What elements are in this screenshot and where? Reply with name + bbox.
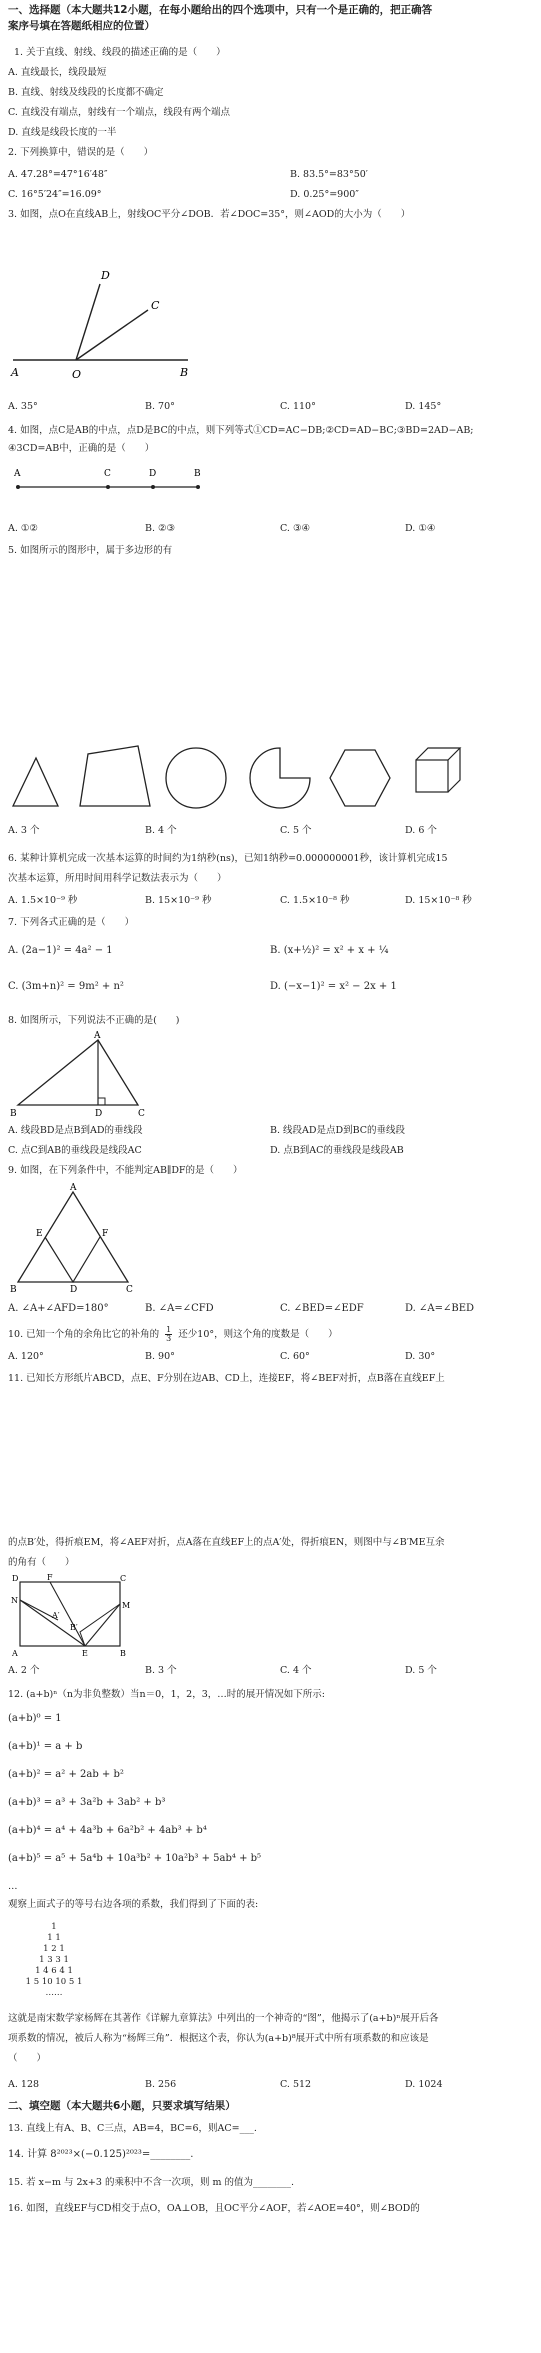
- q8-option-a: A. 线段BD是点B到AD的垂线段: [8, 1125, 143, 1136]
- q4-option-d: D. ①④: [405, 523, 436, 534]
- q5-option-c: C. 5 个: [280, 825, 312, 836]
- q4-option-c: C. ③④: [280, 523, 311, 534]
- q12-option-b: B. 256: [145, 2079, 177, 2090]
- section-2-title: 二、填空题（本大题共6小题，只要求填写结果）: [8, 2100, 236, 2112]
- q12-paragraph-line2: 项系数的情况，被后人称为“杨辉三角”．根据这个表，你认为(a+b)⁸展开式中所有项系数的和应该是: [8, 2033, 429, 2044]
- q11-rectangle-figure: [10, 1572, 130, 1658]
- q11-option-b: B. 3 个: [145, 1665, 177, 1676]
- q2-option-c: C. 16°5′24″=16.09°: [8, 189, 102, 200]
- q11-stem-line1: 11. 已知长方形纸片ABCD，点E、F分别在边AB、CD上，连接EF，将∠BEF对折，点B落在直线EF上: [8, 1373, 445, 1384]
- section-1-title-line2: 案序号填在答题纸相应的位置）: [8, 20, 155, 32]
- section-1-title-line1: 一、选择题（本大题共12小题，在每小题给出的四个选项中，只有一个是正确的，把正确答: [8, 4, 433, 16]
- q10-stem-pre: 10. 已知一个角的余角比它的补角的: [8, 1329, 160, 1340]
- q3-label-o: O: [72, 368, 82, 381]
- q3-label-c: C: [151, 299, 160, 312]
- q3-option-a: A. 35°: [8, 401, 38, 412]
- q6-option-c: C. 1.5×10⁻⁸ 秒: [280, 895, 350, 906]
- tri-row: 1 5 10 10 5 1: [25, 1977, 83, 1987]
- q3-label-a: A: [11, 366, 19, 379]
- q12-option-a: A. 128: [8, 2079, 40, 2090]
- q8-option-b: B. 线段AD是点D到BC的垂线段: [270, 1125, 406, 1136]
- q8-label-d: D: [95, 1109, 103, 1118]
- q10-option-a: A. 120°: [8, 1351, 44, 1362]
- q3-stem: 3. 如图，点O在直线AB上，射线OC平分∠DOB．若∠DOC=35°，则∠AOD的大小为（ ）: [8, 209, 411, 220]
- q7-option-a: A. (2a−1)² = 4a² − 1: [8, 945, 113, 956]
- q11-label-a: A: [12, 1649, 18, 1658]
- q4-label-b: B: [194, 469, 201, 479]
- q4-stem-line1: 4. 如图，点C是AB的中点，点D是BC的中点，则下列等式①CD=AC−DB;②CD=AD−BC;③BD=2AD−AB;: [8, 425, 474, 436]
- q11-label-e: E: [82, 1649, 88, 1658]
- q11-label-b-prime: B′: [70, 1623, 78, 1632]
- q12-expansion-5: (a+b)⁵ = a⁵ + 5a⁴b + 10a³b² + 10a²b³ + 5ab⁴ + b⁵: [8, 1853, 262, 1864]
- q11-label-d: D: [12, 1574, 19, 1583]
- q11-label-a-prime: A′: [52, 1611, 60, 1620]
- q7-option-d: D. (−x−1)² = x² − 2x + 1: [270, 981, 397, 992]
- q12-paragraph-line3: （ ）: [8, 2053, 47, 2064]
- q1-stem: 1. 关于直线、射线、线段的描述正确的是（ ）: [14, 47, 226, 58]
- q11-label-c: C: [120, 1574, 127, 1583]
- q8-label-c: C: [138, 1109, 145, 1118]
- q12-option-d: D. 1024: [405, 2079, 443, 2090]
- q3-angle-figure: [8, 262, 198, 387]
- q3-label-d: D: [101, 269, 110, 282]
- q2-stem: 2. 下列换算中，错误的是（ ）: [8, 147, 154, 158]
- tri-row: 1 1: [47, 1933, 61, 1943]
- q10-stem-post: 还少10°，则这个角的度数是（ ）: [178, 1329, 338, 1340]
- q5-circle: [166, 748, 226, 808]
- tri-row: 1 4 6 4 1: [35, 1966, 73, 1976]
- q11-option-a: A. 2 个: [8, 1665, 40, 1676]
- q9-option-a: A. ∠A+∠AFD=180°: [8, 1303, 109, 1314]
- q4-label-d: D: [149, 469, 157, 479]
- q11-option-d: D. 5 个: [405, 1665, 437, 1676]
- q12-ellipsis: …: [8, 1881, 18, 1892]
- q10-fraction: [165, 1326, 172, 1343]
- q11-stem-line2: 的点B′处，得折痕EM，将∠AEF对折，点A落在直线EF上的点A′处，得折痕EN，则图中与∠B′ME互余: [8, 1537, 445, 1548]
- tri-row: 1 3 3 1: [39, 1955, 69, 1965]
- q10-frac-num: 1: [166, 1326, 172, 1334]
- q6-option-d: D. 15×10⁻⁸ 秒: [405, 895, 472, 906]
- q9-label-f: F: [102, 1229, 109, 1239]
- q9-option-d: D. ∠A=∠BED: [405, 1303, 475, 1314]
- q9-label-b: B: [10, 1285, 17, 1294]
- q4-stem-line2: ④3CD=AB中，正确的是（ ）: [8, 443, 155, 454]
- q9-label-d: D: [70, 1285, 78, 1294]
- q4-segment-figure: [8, 462, 208, 502]
- q6-stem-line1: 6. 某种计算机完成一次基本运算的时间约为1纳秒(ns)，已知1纳秒=0.000000001秒，该计算机完成15: [8, 853, 448, 864]
- q10-frac-den: 3: [166, 1334, 172, 1343]
- q12-observe-text: 观察上面式子的等号右边各项的系数，我们得到了下面的表:: [8, 1899, 259, 1910]
- tri-row: 1 2 1: [43, 1944, 65, 1954]
- q4-label-a: A: [14, 469, 21, 479]
- q11-option-c: C. 4 个: [280, 1665, 312, 1676]
- q1-option-a: A. 直线最长，线段最短: [8, 67, 107, 78]
- q5-hexagon: [330, 750, 390, 806]
- q7-option-b: B. (x+½)² = x² + x + ¼: [270, 945, 389, 956]
- q9-label-a: A: [70, 1183, 77, 1193]
- q13-stem: 13. 直线上有A、B、C三点，AB=4，BC=6，则AC=___.: [8, 2123, 257, 2134]
- q12-expansion-1: (a+b)¹ = a + b: [8, 1741, 83, 1752]
- q4-option-b: B. ②③: [145, 523, 176, 534]
- q12-expansion-0: (a+b)⁰ = 1: [8, 1713, 62, 1724]
- q5-option-a: A. 3 个: [8, 825, 40, 836]
- q7-option-c: C. (3m+n)² = 9m² + n²: [8, 981, 124, 992]
- tri-row: 1: [51, 1922, 57, 1932]
- q9-triangle-figure: [8, 1182, 138, 1294]
- q14-stem: 14. 计算 8²⁰²³×(−0.125)²⁰²³=________.: [8, 2149, 194, 2160]
- q9-option-c: C. ∠BED=∠EDF: [280, 1303, 364, 1314]
- q5-stem: 5. 如图所示的图形中，属于多边形的有: [8, 545, 173, 556]
- q4-label-c: C: [104, 469, 111, 479]
- q1-option-b: B. 直线、射线及线段的长度都不确定: [8, 87, 164, 98]
- q11-stem-line3: 的角有（ ）: [8, 1557, 75, 1568]
- q3-option-b: B. 70°: [145, 401, 175, 412]
- q2-option-d: D. 0.25°=900″: [290, 189, 359, 200]
- tri-row: ……: [45, 1988, 63, 1998]
- q5-shapes-figure: [8, 738, 488, 810]
- q9-option-b: B. ∠A=∠CFD: [145, 1303, 214, 1314]
- q5-cube: [416, 748, 460, 792]
- q5-triangle: [13, 758, 58, 806]
- q10-option-d: D. 30°: [405, 1351, 436, 1362]
- q12-paragraph-line1: 这就是南宋数学家杨辉在其著作《详解九章算法》中列出的一个神奇的“图”，他揭示了(a+b)ⁿ展开后各: [8, 2013, 439, 2024]
- q3-option-c: C. 110°: [280, 401, 316, 412]
- q5-quadrilateral: [80, 746, 150, 806]
- q5-option-b: B. 4 个: [145, 825, 177, 836]
- q6-option-b: B. 15×10⁻⁹ 秒: [145, 895, 212, 906]
- yang-hui-triangle: [8, 1922, 100, 1999]
- q11-label-b: B: [120, 1649, 126, 1658]
- q2-option-b: B. 83.5°=83°50′: [290, 169, 368, 180]
- q12-stem: 12. (a+b)ⁿ（n为非负整数）当n＝0，1，2，3，…时的展开情况如下所示:: [8, 1689, 325, 1700]
- q15-stem: 15. 若 x−m 与 2x+3 的乘积中不含一次项，则 m 的值为________.: [8, 2177, 295, 2188]
- q11-label-m: M: [122, 1601, 130, 1610]
- q1-option-c: C. 直线没有端点，射线有一个端点，线段有两个端点: [8, 107, 230, 118]
- q8-stem: 8. 如图所示，下列说法不正确的是( ): [8, 1015, 180, 1026]
- q7-stem: 7. 下列各式正确的是（ ）: [8, 917, 135, 928]
- q16-stem: 16. 如图，直线EF与CD相交于点O，OA⊥OB，且OC平分∠AOF，若∠AOE=40°，则∠BOD的: [8, 2203, 420, 2214]
- q10-stem: [8, 1326, 533, 1343]
- q3-label-b: B: [180, 366, 189, 379]
- q12-expansion-4: (a+b)⁴ = a⁴ + 4a³b + 6a²b² + 4ab³ + b⁴: [8, 1825, 207, 1836]
- q5-sector: [250, 748, 310, 808]
- q11-label-f: F: [47, 1573, 53, 1582]
- q12-expansion-3: (a+b)³ = a³ + 3a²b + 3ab² + b³: [8, 1797, 166, 1808]
- q11-label-n: N: [11, 1596, 18, 1605]
- q12-option-c: C. 512: [280, 2079, 312, 2090]
- q8-option-d: D. 点B到AC的垂线段是线段AB: [270, 1145, 404, 1156]
- q9-stem: 9. 如图，在下列条件中，不能判定AB∥DF的是（ ）: [8, 1165, 243, 1176]
- q5-option-d: D. 6 个: [405, 825, 437, 836]
- q1-option-d: D. 直线是线段长度的一半: [8, 127, 117, 138]
- q9-label-c: C: [126, 1285, 133, 1294]
- q12-expansion-2: (a+b)² = a² + 2ab + b²: [8, 1769, 124, 1780]
- q6-option-a: A. 1.5×10⁻⁹ 秒: [8, 895, 78, 906]
- q8-triangle-figure: [8, 1030, 158, 1118]
- q10-option-c: C. 60°: [280, 1351, 310, 1362]
- q8-option-c: C. 点C到AB的垂线段是线段AC: [8, 1145, 142, 1156]
- q2-option-a: A. 47.28°=47°16′48″: [8, 169, 108, 180]
- q4-option-a: A. ①②: [8, 523, 38, 534]
- q8-label-a: A: [94, 1031, 101, 1041]
- q10-option-b: B. 90°: [145, 1351, 175, 1362]
- q3-option-d: D. 145°: [405, 401, 442, 412]
- q9-label-e: E: [36, 1229, 43, 1239]
- q6-stem-line2: 次基本运算，所用时间用科学记数法表示为（ ）: [8, 873, 227, 884]
- q8-label-b: B: [10, 1109, 17, 1118]
